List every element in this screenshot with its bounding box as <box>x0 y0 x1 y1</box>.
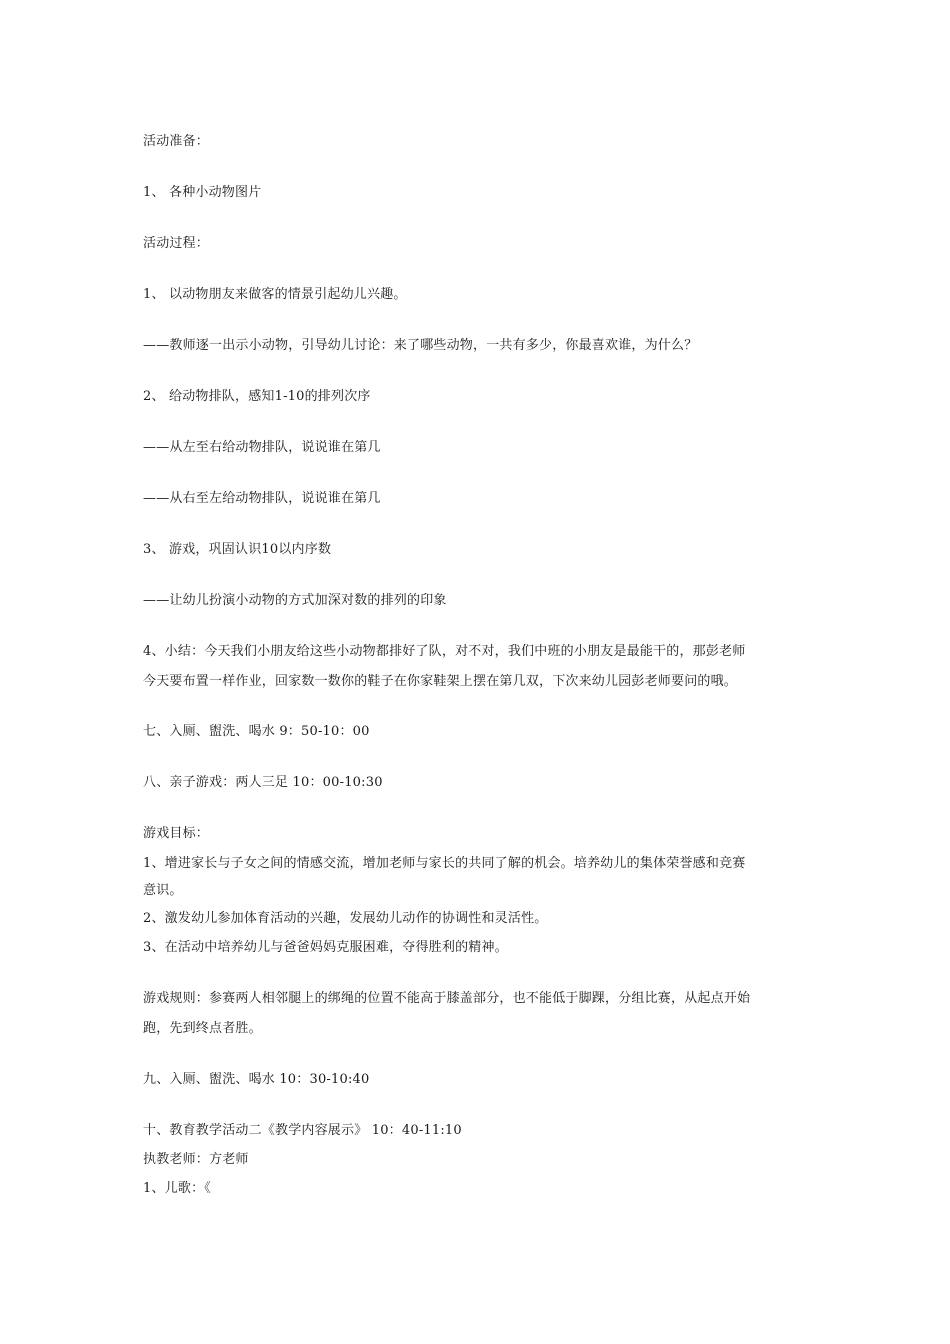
prep-item-1: 1、 各种小动物图片 <box>143 185 262 200</box>
goal-2: 2、激发幼儿参加体育活动的兴趣，发展幼儿动作的协调性和灵活性。 <box>143 911 548 926</box>
teacher-line: 执教老师：方老师 <box>143 1152 249 1167</box>
section-8: 八、亲子游戏：两人三足 10：00-10:30 <box>143 775 383 790</box>
summary-line-1: 4、小结：今天我们小朋友给这些小动物都排好了队，对不对，我们中班的小朋友是最能干的，那彭老师 <box>143 644 746 659</box>
goal-3: 3、在活动中培养幼儿与爸爸妈妈克服困难，夺得胜利的精神。 <box>143 940 508 955</box>
goals-heading: 游戏目标： <box>143 826 210 841</box>
step-2: 2、 给动物排队，感知1-10的排列次序 <box>143 389 371 404</box>
summary-line-2: 今天要布置一样作业，回家数一数你的鞋子在你家鞋架上摆在第几双，下次来幼儿园彭老师要问的哦。 <box>143 674 738 689</box>
rules-line-2: 跑，先到终点者胜。 <box>143 1021 262 1036</box>
rules-line-1: 游戏规则：参赛两人相邻腿上的绑绳的位置不能高于膝盖部分，也不能低于脚踝，分组比赛，从起点开始 <box>143 991 751 1006</box>
section-7: 七、入厕、盥洗、喝水 9：50-10：00 <box>143 724 370 739</box>
step-3: 3、 游戏，巩固认识10以内序数 <box>143 542 332 557</box>
step-1-detail: ——教师逐一出示小动物，引导幼儿讨论：来了哪些动物，一共有多少，你最喜欢谁，为什么？ <box>143 338 698 353</box>
prep-heading: 活动准备： <box>143 134 210 149</box>
step-1: 1、 以动物朋友来做客的情景引起幼儿兴趣。 <box>143 287 407 302</box>
section-9: 九、入厕、盥洗、喝水 10：30-10:40 <box>143 1072 370 1087</box>
song-line: 1、儿歌：《 <box>143 1181 211 1196</box>
process-heading: 活动过程： <box>143 236 210 251</box>
section-10: 十、教育教学活动二《教学内容展示》 10：40-11:10 <box>143 1123 462 1138</box>
goal-1-line-2: 意识。 <box>143 883 183 898</box>
step-2-detail-b: ——从右至左给动物排队，说说谁在第几 <box>143 491 381 506</box>
step-3-detail: ——让幼儿扮演小动物的方式加深对数的排列的印象 <box>143 593 447 608</box>
goal-1-line-1: 1、增进家长与子女之间的情感交流，增加老师与家长的共同了解的机会。培养幼儿的集体荣誉感和竞赛 <box>143 856 746 871</box>
step-2-detail-a: ——从左至右给动物排队，说说谁在第几 <box>143 440 381 455</box>
